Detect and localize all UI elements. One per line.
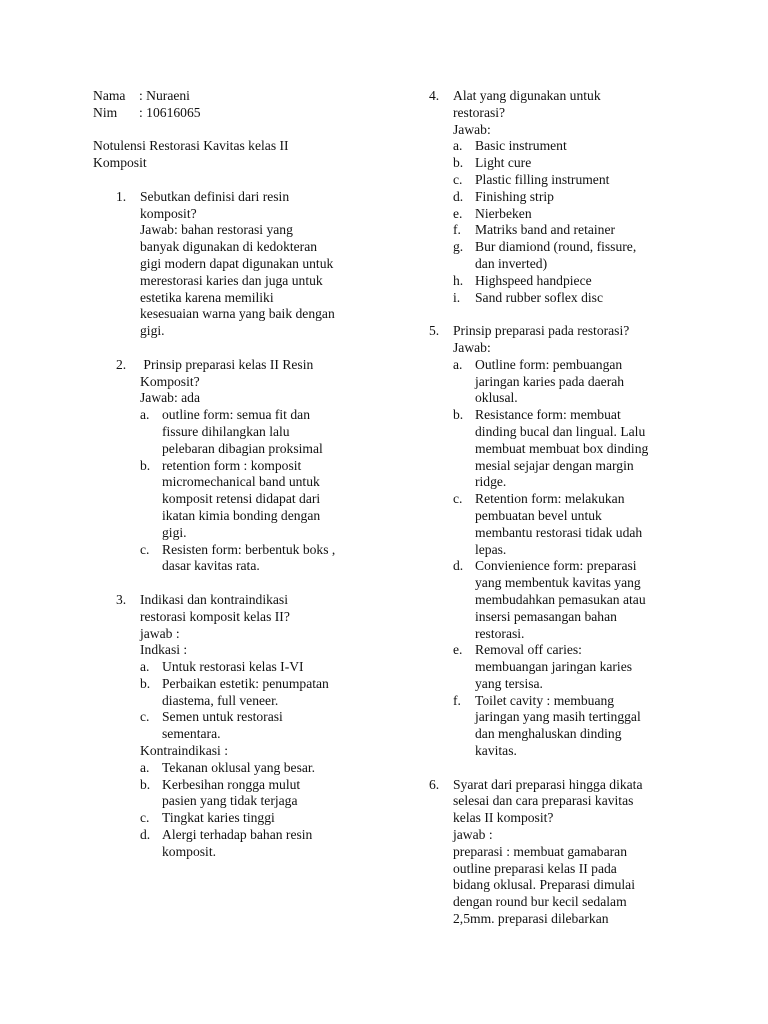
text-line: kesesuaian warna yang baik dengan [140, 306, 335, 322]
list-item-text [475, 138, 685, 155]
list-item-text [162, 458, 383, 542]
list-item-text [475, 290, 685, 307]
list-item [453, 642, 685, 692]
list-item [453, 290, 685, 307]
list-item-text [162, 709, 383, 743]
list-item-marker: c. [140, 541, 150, 557]
text-line: dinding bucal dan lingual. Lalu [475, 423, 646, 439]
list-item-text [475, 558, 685, 642]
list-item-marker: b. [140, 776, 151, 792]
nama-label: Nama [93, 88, 126, 103]
text-line: jawab : [453, 827, 493, 843]
text-line: membuangan jaringan karies [475, 659, 633, 675]
text-line: Jawab: [453, 339, 491, 355]
list-item [453, 189, 685, 206]
list-item-text [475, 172, 685, 189]
text-line: Finishing strip [475, 188, 554, 204]
list-item [453, 138, 685, 155]
list-item [140, 760, 383, 777]
list-item-marker: f. [453, 222, 461, 238]
list-item [140, 827, 383, 861]
list-item-marker: a. [453, 356, 463, 372]
text-line: Highspeed handpiece [475, 272, 592, 288]
document-title-line-1: Notulensi Restorasi Kavitas kelas II [93, 138, 289, 154]
list-item [453, 357, 685, 407]
text-line: lepas. [475, 541, 507, 557]
question-number: 1. [116, 188, 127, 204]
question-1 [93, 189, 383, 340]
list-item-marker: b. [453, 407, 464, 423]
text-line: komposit retensi didapat dari [162, 491, 321, 507]
text-line: yang membentuk kavitas yang [475, 575, 641, 591]
text-line: Sebutkan definisi dari resin [140, 188, 290, 204]
question-2 [93, 357, 383, 575]
text-line: gigi modern dapat digunakan untuk [140, 255, 334, 271]
list-item-marker: d. [453, 188, 464, 204]
list-item-marker: c. [140, 709, 150, 725]
text-line: restorasi. [475, 625, 525, 641]
text-line: micromechanical band untuk [162, 474, 320, 490]
list-item [140, 810, 383, 827]
text-line: Perbaikan estetik: penumpatan [162, 675, 329, 691]
text-line: insersi pemasangan bahan [475, 608, 617, 624]
text-line: Indkasi : [140, 642, 188, 658]
text-line: Untuk restorasi kelas I-VI [162, 659, 304, 675]
text-line: Toilet cavity : membuang [475, 692, 615, 708]
text-line: dan menghaluskan dinding [475, 726, 622, 742]
list-item [453, 155, 685, 172]
text-line: sementara. [162, 726, 221, 742]
text-line: selesai dan cara preparasi kavitas [453, 793, 634, 809]
list-item-marker: h. [453, 272, 464, 288]
list-item-marker: c. [453, 171, 463, 187]
text-line: membuat membuat box dinding [475, 440, 649, 456]
text-line: Tekanan oklusal yang besar. [162, 759, 316, 775]
list-item [453, 693, 685, 760]
question-number: 3. [116, 591, 127, 607]
text-line: Komposit? [140, 373, 200, 389]
text-line: diastema, full veneer. [162, 692, 279, 708]
text-line: Convienience form: preparasi [475, 558, 637, 574]
list-item-marker: e. [453, 205, 463, 221]
list-item-text [475, 239, 685, 273]
text-line: retention form : komposit [162, 457, 302, 473]
text-line: Bur diamiond (round, fissure, [475, 239, 637, 255]
list-item-text [475, 273, 685, 290]
text-line: Basic instrument [475, 138, 567, 154]
kontraindikasi-label: Kontraindikasi : [140, 743, 228, 759]
text-line: bidang oklusal. Preparasi dimulai [453, 877, 635, 893]
text-line: dasar kavitas rata. [162, 558, 260, 574]
list-item-text [475, 206, 685, 223]
list-item-marker: i. [453, 289, 461, 305]
text-line: Resistance form: membuat [475, 407, 621, 423]
list-item-marker: b. [140, 457, 151, 473]
text-line: Removal off caries: [475, 642, 582, 658]
text-line: Nierbeken [475, 205, 532, 221]
text-line: membantu restorasi tidak udah [475, 524, 643, 540]
text-line: Semen untuk restorasi [162, 709, 283, 725]
text-line: Indikasi dan kontraindikasi [140, 591, 288, 607]
list-item-marker: g. [453, 239, 464, 255]
right-column [425, 88, 685, 928]
text-line: Light cure [475, 155, 532, 171]
text-line: pelebaran dibagian proksimal [162, 440, 323, 456]
list-item [140, 676, 383, 710]
list-item-marker: a. [453, 138, 463, 154]
list-item-text [475, 155, 685, 172]
list-item-marker: d. [140, 827, 151, 843]
list-item-marker: d. [453, 558, 464, 574]
list-item-text [162, 810, 383, 827]
text-line: Jawab: bahan restorasi yang [140, 222, 293, 238]
list-item [453, 239, 685, 273]
list-item [453, 172, 685, 189]
list-item [140, 777, 383, 811]
text-line: kavitas. [475, 743, 517, 759]
list-item-marker: b. [140, 675, 151, 691]
list-item-text [475, 189, 685, 206]
list-item [140, 542, 383, 576]
list-item-text [162, 659, 383, 676]
list-item-text [162, 760, 383, 777]
text-line: Tingkat karies tinggi [162, 810, 275, 826]
text-line: Alat yang digunakan untuk [453, 88, 601, 103]
question-number: 5. [429, 323, 440, 339]
list-item [140, 458, 383, 542]
nim-row [93, 105, 383, 122]
text-line: Resisten form: berbentuk boks , [162, 541, 336, 557]
text-line: restorasi komposit kelas II? [140, 608, 290, 624]
list-item-marker: a. [140, 759, 150, 775]
text-line: Kerbesihan rongga mulut [162, 776, 301, 792]
text-line: Sand rubber soflex disc [475, 289, 603, 305]
question-number: 4. [429, 88, 440, 103]
list-item [453, 558, 685, 642]
question-6 [425, 777, 685, 928]
text-line: outline form: semua fit dan [162, 407, 310, 423]
text-line: komposit. [162, 843, 217, 859]
text-line: jaringan karies pada daerah [475, 373, 625, 389]
list-item-text [475, 693, 685, 760]
text-line: banyak digunakan di kedokteran [140, 239, 318, 255]
text-line: preparasi : membuat gamabaran [453, 843, 627, 859]
text-line: estetika karena memiliki [140, 289, 274, 305]
nama-value: : Nuraeni [139, 88, 190, 103]
text-line: kelas II komposit? [453, 810, 554, 826]
text-line: Matriks band and retainer [475, 222, 616, 238]
question-number: 2. [116, 356, 127, 372]
list-item-marker: e. [453, 642, 463, 658]
document-title-line-2: Komposit [93, 155, 147, 171]
list-item-marker: b. [453, 155, 464, 171]
list-item [140, 659, 383, 676]
list-item-text [162, 407, 383, 457]
text-line: gigi. [162, 524, 187, 540]
list-item-marker: a. [140, 659, 150, 675]
nim-value: : 10616065 [139, 104, 201, 120]
list-item-marker: a. [140, 407, 150, 423]
text-line: dan inverted) [475, 255, 548, 271]
text-line: gigi. [140, 323, 165, 339]
text-line: ridge. [475, 474, 507, 490]
text-line: Jawab: [453, 121, 491, 137]
list-item [453, 222, 685, 239]
text-line: oklusal. [475, 390, 518, 406]
text-line: 2,5mm. preparasi dilebarkan [453, 911, 609, 927]
list-item-text [162, 827, 383, 861]
list-item-text [162, 542, 383, 576]
list-item-text [475, 407, 685, 491]
list-item-marker: c. [140, 810, 150, 826]
text-line: membudahkan pemasukan atau [475, 591, 646, 607]
text-line: restorasi? [453, 104, 506, 120]
list-item-marker: c. [453, 491, 463, 507]
text-line: Prinsip preparasi kelas II Resin [140, 356, 314, 372]
nama-row [93, 88, 383, 105]
text-line: jawab : [140, 625, 180, 641]
text-line: dengan round bur kecil sedalam [453, 894, 627, 910]
list-item [453, 206, 685, 223]
text-line: Outline form: pembuangan [475, 356, 623, 372]
list-item-text [475, 357, 685, 407]
text-line: jaringan yang masih tertinggal [475, 709, 641, 725]
list-item-text [162, 676, 383, 710]
text-line: mesial sejajar dengan margin [475, 457, 634, 473]
text-line: Plastic filling instrument [475, 171, 610, 187]
text-line: komposit? [140, 205, 197, 221]
list-item [453, 407, 685, 491]
text-line: merestorasi karies dan juga untuk [140, 272, 323, 288]
question-5 [425, 323, 685, 760]
text-line: outline preparasi kelas II pada [453, 860, 617, 876]
list-item-text [475, 642, 685, 692]
text-line: yang tersisa. [475, 675, 543, 691]
list-item-text [162, 777, 383, 811]
question-4 [425, 88, 685, 306]
list-item [140, 407, 383, 457]
text-line: Alergi terhadap bahan resin [162, 827, 313, 843]
list-item [140, 709, 383, 743]
text-line: pembuatan bevel untuk [475, 507, 602, 523]
text-line: fissure dihilangkan lalu [162, 423, 290, 439]
text-line: Jawab: ada [140, 390, 201, 406]
list-item [453, 273, 685, 290]
text-line: Syarat dari preparasi hingga dikata [453, 776, 643, 792]
nim-label: Nim [93, 104, 118, 120]
text-line: Prinsip preparasi pada restorasi? [453, 323, 630, 339]
list-item-text [475, 491, 685, 558]
text-line: pasien yang tidak terjaga [162, 793, 298, 809]
question-number: 6. [429, 776, 440, 792]
list-item-text [475, 222, 685, 239]
text-line: ikatan kimia bonding dengan [162, 507, 321, 523]
question-3 [93, 592, 383, 861]
left-column [93, 88, 383, 861]
list-item [453, 491, 685, 558]
text-line: Retention form: melakukan [475, 491, 625, 507]
list-item-marker: f. [453, 692, 461, 708]
